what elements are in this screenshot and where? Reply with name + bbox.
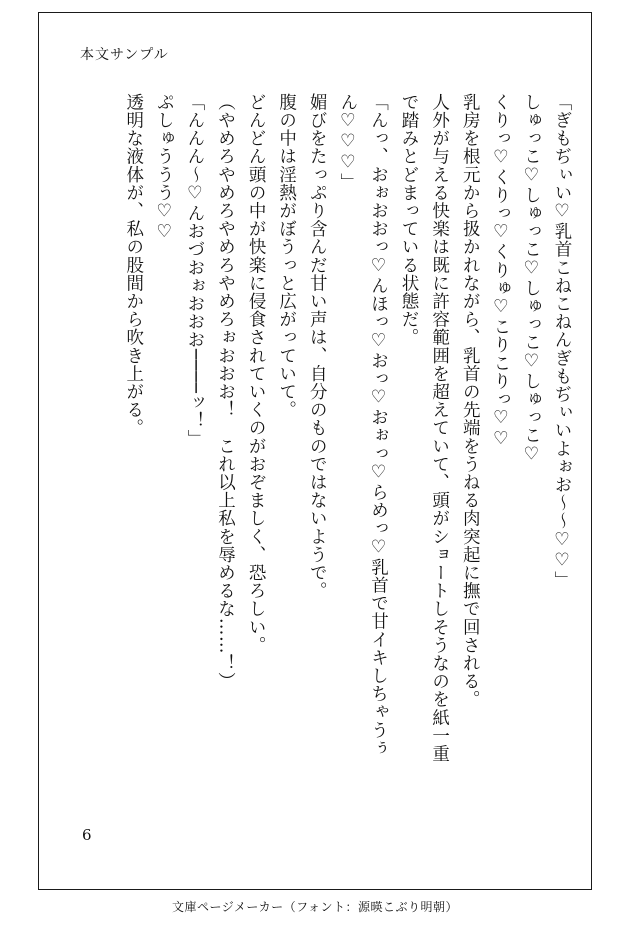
body-paragraph: 「んんん～♡んおづおぉおおお────ッ！」: [184, 93, 205, 448]
body-paragraph: 媚びをたっぷり含んだ甘い声は、自分のものではないようで。: [307, 93, 328, 600]
body-paragraph: しゅっこ♡しゅっこ♡しゅっこ♡しゅっこ♡: [521, 93, 542, 465]
body-paragraph: どんどん頭の中が快楽に侵食されていくのがおぞましく、恐ろしい。: [246, 93, 267, 655]
body-paragraph: くりっ♡くりっ♡くりゅ♡こりこりっ♡♡: [490, 93, 511, 450]
body-paragraph: 乳房を根元から扱かれながら、乳首の先端をうねる肉突起に撫で回される。: [460, 93, 481, 709]
footer-caption: 文庫ページメーカー（フォント：源暎こぶり明朝）: [171, 900, 459, 914]
body-paragraph: （やめろやめろやめろやめろぉおおお！ これ以上私を辱めるな……！）: [215, 93, 236, 691]
page-header-title: 本文サンプル: [80, 47, 169, 63]
body-paragraph: 「んっ、おぉおおっ♡んほっ♡おっ♡おぉっ♡らめっ♡乳首で甘イキしちゃうぅん♡♡♡」: [337, 93, 389, 758]
body-paragraph: 人外が与える快楽は既に許容範囲を超えていて、頭がショートしそうなのを紙一重で踏みとどまっている状態だ。: [399, 93, 450, 763]
vertical-body-text: [87, 93, 577, 773]
body-paragraph: 腹の中は淫熱がぼうっと広がっていて。: [276, 93, 297, 419]
page-number: 6: [82, 826, 92, 844]
body-paragraph: 「ぎもぢぃい♡乳首こねこねんぎもぢぃいよぉお～～♡♡」: [552, 93, 572, 590]
body-paragraph: 透明な液体が、私の股間から吹き上がる。: [123, 93, 144, 437]
body-paragraph: ぷしゅううう♡♡: [154, 93, 175, 243]
